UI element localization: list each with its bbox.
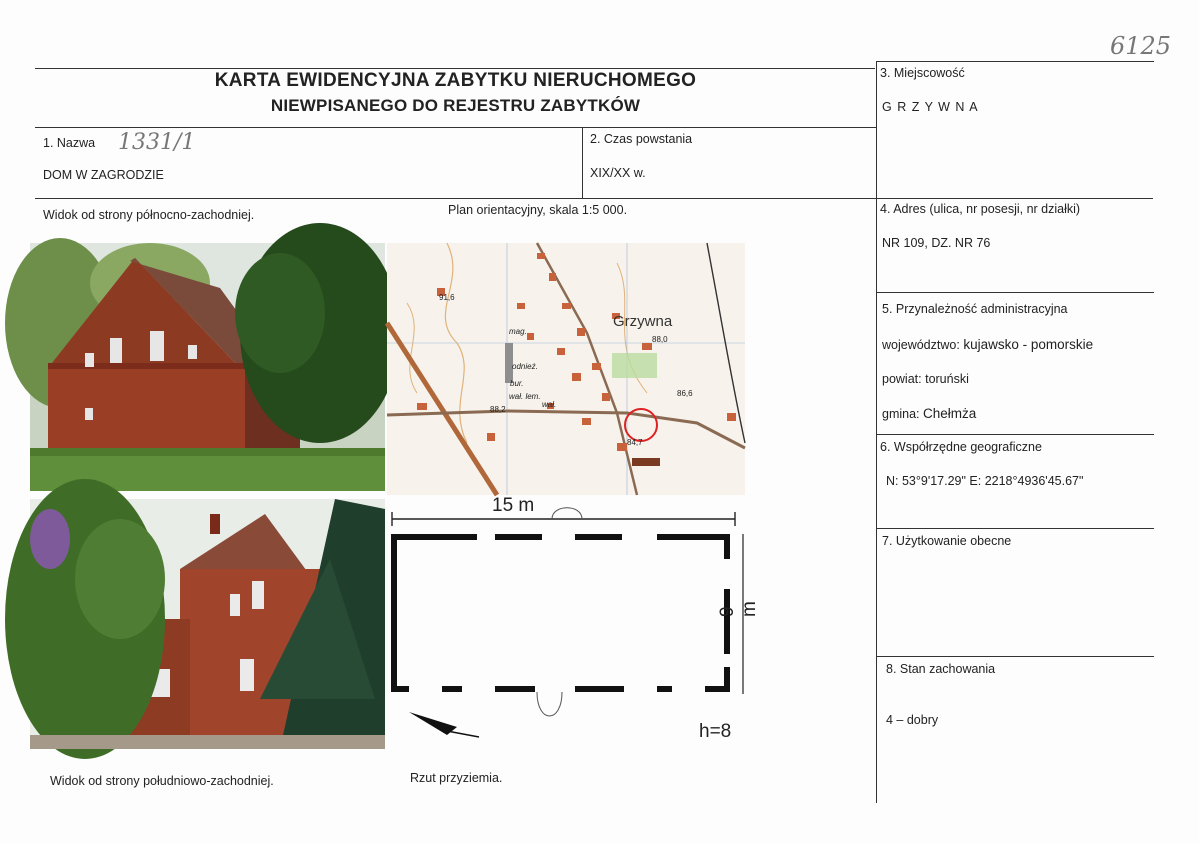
map-spot-height-3: 86,6	[677, 389, 693, 398]
photo-northwest-view	[30, 243, 385, 491]
county-value: toruński	[925, 372, 969, 386]
map-place-label: wał.	[542, 400, 557, 409]
frame-line-address-bottom	[876, 292, 1154, 293]
archive-number-note: 6125	[1110, 32, 1172, 60]
frame-line-use-bottom	[876, 656, 1154, 657]
name-label: 1. Nazwa	[43, 136, 96, 150]
map-place-label: wał. lem.	[509, 392, 541, 401]
condition-label: 8. Stan zachowania	[886, 662, 996, 676]
frame-right-column-divider	[876, 61, 877, 803]
photo-bottom-caption: Widok od strony południowo-zachodniej.	[50, 774, 274, 788]
voivodeship-value: kujawsko - pomorskie	[963, 337, 1094, 352]
card-title-line2: NIEWPISANEGO DO REJESTRU ZABYTKÓW	[270, 96, 641, 115]
period-label: 2. Czas powstania	[590, 132, 693, 146]
county-label: powiat:	[882, 372, 922, 386]
coords-value: N: 53°9'17.29" E: 2218°4936'45.67"	[886, 474, 1084, 488]
map-place-label: bur.	[510, 379, 524, 388]
coords-label: 6. Współrzędne geograficzne	[880, 440, 1042, 454]
frame-line-title-bottom	[35, 127, 876, 128]
plan-height-label: h=8	[699, 721, 732, 742]
frame-line-admin-bottom	[876, 434, 1154, 435]
plan-depth-label: 9 m	[717, 601, 760, 617]
frame-top-line-right	[876, 61, 1154, 62]
commune-row	[882, 406, 976, 421]
condition-value: 4 – dobry	[886, 713, 939, 727]
frame-line-coords-bottom	[876, 528, 1154, 529]
map-spot-height-1: 91,6	[439, 293, 455, 302]
voivodeship-label: województwo:	[882, 338, 960, 352]
address-value: NR 109, DZ. NR 76	[882, 236, 991, 250]
locality-value: G R Z Y W N A	[882, 100, 979, 114]
period-value: XIX/XX w.	[590, 166, 646, 180]
plan-width-label: 15 m	[492, 495, 535, 516]
plan-caption: Rzut przyziemia.	[410, 771, 503, 785]
card-title-line1: KARTA EWIDENCYJNA ZABYTKU NIERUCHOMEGO	[214, 70, 697, 91]
use-label: 7. Użytkowanie obecne	[882, 534, 1012, 548]
map-spot-height-5: 84,7	[627, 438, 643, 447]
admin-label: 5. Przynależność administracyjna	[882, 302, 1068, 316]
orientation-map	[387, 243, 745, 495]
county-row	[882, 372, 969, 386]
address-label: 4. Adres (ulica, nr posesji, nr działki)	[880, 202, 1081, 216]
commune-label: gmina:	[882, 407, 920, 421]
voivodeship-row	[882, 337, 1093, 352]
map-spot-height-4: 88,2	[490, 405, 506, 414]
frame-top-line	[35, 68, 875, 69]
frame-divider-name-period	[582, 127, 583, 198]
photo-southwest-view	[30, 499, 385, 749]
name-value: DOM W ZAGRODZIE	[43, 168, 164, 182]
map-caption: Plan orientacyjny, skala 1:5 000.	[448, 203, 628, 217]
map-spot-height-2: 88,0	[652, 335, 668, 344]
map-village-label: Grzywna	[613, 313, 673, 330]
map-place-label: mag.	[509, 327, 527, 336]
ground-floor-plan	[387, 495, 760, 751]
photo-top-caption: Widok od strony północno-zachodniej.	[43, 208, 255, 222]
commune-value: Chełmża	[923, 406, 977, 421]
map-place-label: odnież.	[512, 362, 538, 371]
locality-label: 3. Miejscowość	[880, 66, 965, 80]
name-handwritten-number: 1331/1	[118, 130, 196, 155]
frame-line-fields-bottom	[35, 198, 1153, 199]
